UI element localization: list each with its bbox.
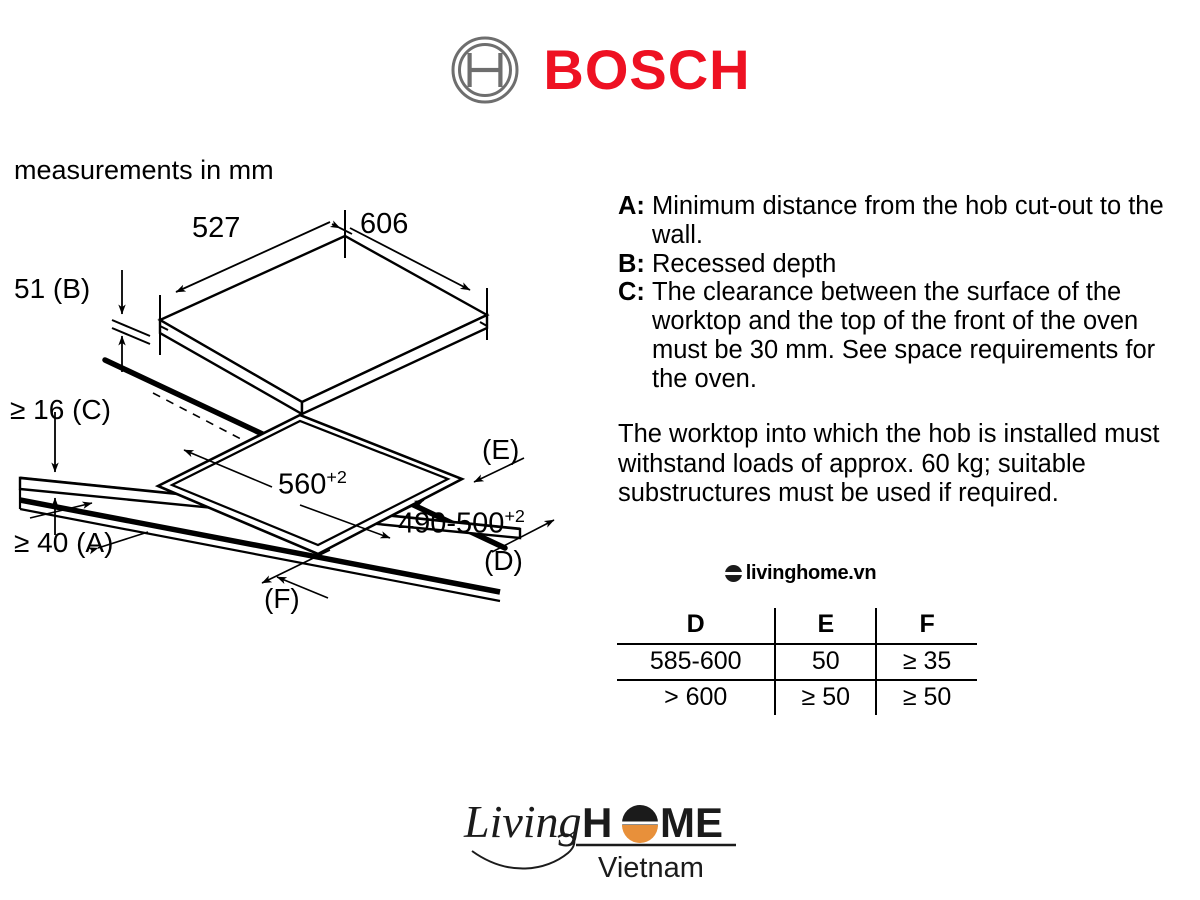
label-606: 606 <box>360 208 409 240</box>
livinghome-logo-svg <box>450 785 750 890</box>
worktop-load-note: The worktop into which the hob is installed must withstand loads of approx. 60 kg; suitable substructures must be used if required. <box>618 420 1160 508</box>
label-490-500: $490-500^{+2}$ <box>398 506 525 540</box>
measurements-note: measurements in mm <box>14 155 274 185</box>
legend-text-c: The clearance between the surface of the worktop and the top of the front of the oven must be 30 mm. See space requirements for the oven. <box>652 278 1156 393</box>
callout-e: (E) <box>482 434 520 465</box>
legend-text-b: Recessed depth <box>652 249 837 278</box>
label-560: $560^{+2}$ <box>278 467 347 501</box>
legend-item-a: A : Minimum distance from the hob cut-out to the wall. <box>618 192 1178 250</box>
installation-diagram <box>0 140 620 640</box>
table-header-f: F <box>876 608 977 644</box>
logo-bold-h: H <box>582 799 613 846</box>
legend-list <box>618 192 1178 394</box>
bosch-wordmark: BOSCH <box>543 38 751 101</box>
hob-body <box>160 236 487 414</box>
label-40-a: ≥ 40 (A) <box>14 527 114 558</box>
logo-o-mark <box>622 805 658 843</box>
legend-item-c: C : The clearance between the surface of the worktop and the top of the front of the oven must be 30 mm. See space requirements for the oven. <box>618 278 1178 393</box>
callout-f: (F) <box>264 583 300 614</box>
label-527: 527 <box>192 212 241 244</box>
livinghome-footer-logo <box>0 785 1200 890</box>
table-cell-e: ≥ 50 <box>775 680 876 715</box>
callout-d: (D) <box>484 545 523 576</box>
label-51-b: 51 (B) <box>14 273 91 304</box>
legend-key-a: A <box>618 192 637 220</box>
logo-subtitle: Vietnam <box>598 852 704 884</box>
table-cell-d: 585-600 <box>617 644 775 680</box>
livinghome-watermark <box>618 562 982 585</box>
table-header-row <box>617 608 977 644</box>
legend-key-b: B <box>618 249 637 278</box>
logo-bold-me: ME <box>660 799 723 846</box>
table-cell-d: > 600 <box>664 683 728 711</box>
table-cell-f: ≥ 35 <box>876 644 977 680</box>
bosch-logo <box>0 34 1200 106</box>
label-16-c: ≥ 16 (C) <box>10 394 111 425</box>
table-header-d: D <box>617 608 775 644</box>
table-row <box>617 644 977 680</box>
legend-item-b: B : Recessed depth <box>618 250 1178 279</box>
watermark-text: livinghome.vn <box>745 562 877 584</box>
table-header-e: E <box>775 608 876 644</box>
bosch-armature-icon <box>449 34 521 106</box>
livinghome-circle-icon <box>724 564 743 583</box>
table-cell-e: 50 <box>775 644 876 680</box>
table-cell-f: ≥ 50 <box>876 680 977 715</box>
dim-51-b <box>112 270 150 372</box>
legend-key-c: C <box>618 278 637 307</box>
logo-script-word: Living <box>464 796 582 847</box>
table-row <box>617 680 977 715</box>
spec-table <box>617 608 977 715</box>
legend-text-a: Minimum distance from the hob cut-out to the wall. <box>652 192 1164 249</box>
